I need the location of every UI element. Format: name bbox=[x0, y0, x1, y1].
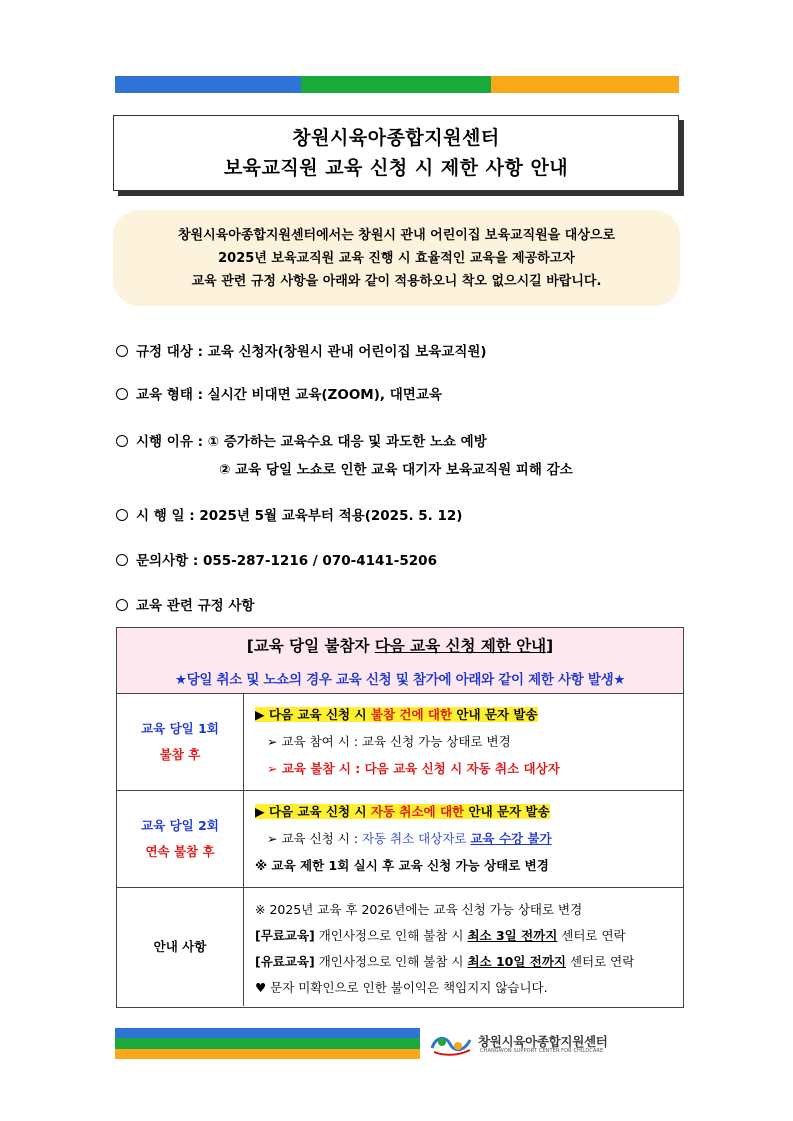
bottom-color-bar bbox=[115, 1028, 420, 1059]
row-label: 교육 당일 2회 연속 불참 후 bbox=[117, 791, 244, 887]
bottom-bar-orange bbox=[115, 1049, 420, 1059]
logo-english: CHANGWON SUPPORT CENTER FOR CHILDCARE bbox=[480, 1048, 604, 1054]
title-line-1: 창원시육아종합지원센터 bbox=[292, 127, 500, 149]
top-bar-blue bbox=[115, 76, 301, 93]
table-row bbox=[117, 694, 683, 791]
item-date: 시 행 일 : 2025년 5월 교육부터 적용(2025. 5. 12) bbox=[116, 504, 462, 524]
row3-line4: ♥ 문자 미확인으로 인한 불이익은 책임지지 않습니다. bbox=[255, 980, 548, 995]
top-bar-orange bbox=[491, 76, 679, 93]
row1-line1: ▶ 다음 교육 신청 시 불참 건에 대한 안내 문자 발송 bbox=[255, 707, 538, 722]
circle-bullet-icon bbox=[116, 599, 128, 611]
item-reason-2: ② 교육 당일 노쇼로 인한 교육 대기자 보육교직원 피해 감소 bbox=[219, 462, 573, 478]
item-contact: 문의사항 : 055-287-1216 / 070-4141-5206 bbox=[116, 549, 437, 569]
circle-bullet-icon bbox=[116, 435, 128, 447]
table-header bbox=[117, 628, 683, 694]
title-line-2: 보육교직원 교육 신청 시 제한 사항 안내 bbox=[223, 157, 569, 179]
table-title: [교육 당일 불참자 다음 교육 신청 제한 안내] bbox=[246, 637, 554, 655]
table-subtitle: ★당일 취소 및 노쇼의 경우 교육 신청 및 참가에 아래와 같이 제한 사항 발생★ bbox=[174, 672, 626, 688]
row1-line3: ➢ 교육 불참 시 : 다음 교육 신청 시 자동 취소 대상자 bbox=[267, 761, 560, 776]
row3-line1: ※ 2025년 교육 후 2026년에는 교육 신청 가능 상태로 변경 bbox=[255, 902, 583, 917]
table-row bbox=[117, 888, 683, 1006]
rules-table bbox=[116, 627, 684, 1008]
bottom-bar-blue bbox=[115, 1028, 420, 1038]
circle-bullet-icon bbox=[116, 345, 128, 357]
logo-korean: 창원시육아종합지원센터 bbox=[478, 1034, 608, 1049]
item-rules: 교육 관련 규정 사항 bbox=[116, 594, 254, 614]
bottom-bar-green bbox=[115, 1038, 420, 1048]
intro-line-3: 교육 관련 규정 사항을 아래와 같이 적용하오니 착오 없으시길 바랍니다. bbox=[191, 273, 602, 289]
center-logo bbox=[428, 1030, 638, 1060]
item-type: 교육 형태 : 실시간 비대면 교육(ZOOM), 대면교육 bbox=[116, 383, 442, 403]
row3-line2: [무료교육] 개인사정으로 인해 불참 시 최소 3일 전까지 센터로 연락 bbox=[255, 928, 626, 943]
row3-line3: [유료교육] 개인사정으로 인해 불참 시 최소 10일 전까지 센터로 연락 bbox=[255, 954, 635, 969]
item-target: 규정 대상 : 교육 신청자(창원시 관내 어린이집 보육교직원) bbox=[116, 340, 487, 360]
intro-line-1: 창원시육아종합지원센터에서는 창원시 관내 어린이집 보육교직원을 대상으로 bbox=[177, 227, 616, 243]
intro-box bbox=[113, 210, 680, 306]
logo-icon bbox=[428, 1032, 474, 1056]
title-box bbox=[113, 115, 679, 191]
intro-line-2: 2025년 보육교직원 교육 진행 시 효율적인 교육을 제공하고자 bbox=[218, 250, 575, 266]
row2-line1: ▶ 다음 교육 신청 시 자동 취소에 대한 안내 문자 발송 bbox=[255, 804, 550, 819]
circle-bullet-icon bbox=[116, 554, 128, 566]
top-color-bar bbox=[115, 76, 679, 93]
row-label: 안내 사항 bbox=[117, 888, 244, 1006]
item-reason: 시행 이유 : ① 증가하는 교육수요 대응 및 과도한 노쇼 예방 bbox=[116, 430, 487, 450]
row-label: 교육 당일 1회 불참 후 bbox=[117, 694, 244, 790]
table-row bbox=[117, 791, 683, 888]
row2-line3: ※ 교육 제한 1회 실시 후 교육 신청 가능 상태로 변경 bbox=[255, 858, 549, 873]
circle-bullet-icon bbox=[116, 509, 128, 521]
top-bar-green bbox=[301, 76, 491, 93]
row1-line2: ➢ 교육 참여 시 : 교육 신청 가능 상태로 변경 bbox=[267, 734, 511, 749]
row2-line2: ➢ 교육 신청 시 : 자동 취소 대상자로 교육 수강 불가 bbox=[267, 831, 552, 846]
circle-bullet-icon bbox=[116, 388, 128, 400]
